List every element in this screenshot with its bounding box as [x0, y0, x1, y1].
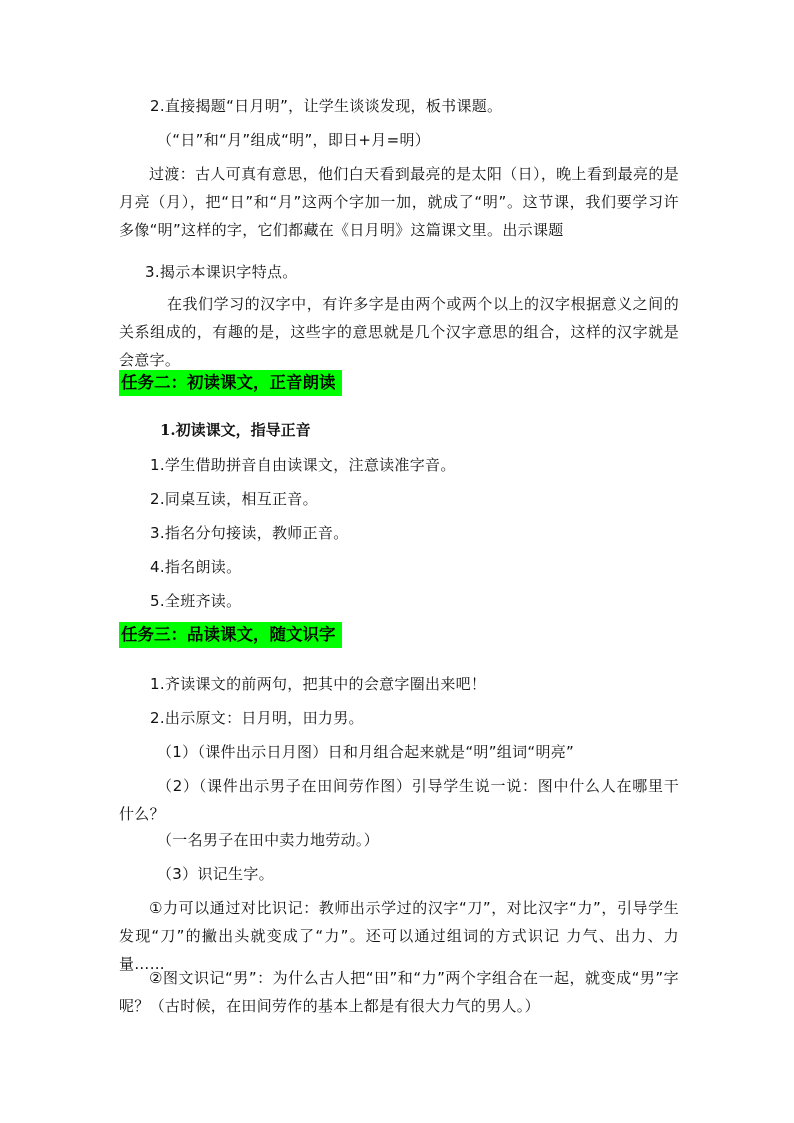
- task-2-subheading: 1.初读课文，指导正音: [160, 421, 311, 439]
- task-2-step-1: 1.学生借助拼音自由读课文，注意读准字音。: [150, 456, 456, 474]
- task-2-heading: 任务二：初读课文，正音朗读: [119, 370, 342, 396]
- task-2-step-4: 4.指名朗读。: [150, 558, 242, 576]
- compound-character-explanation: 在我们学习的汉字中，有许多字是由两个或两个以上的汉字根据意义之间的关系组成的，有趣的是，这些字的意思就是几个汉字意思的组合，这样的汉字就是会意字。: [119, 295, 679, 369]
- transition-paragraph: 过渡：古人可真有意思，他们白天看到最亮的是太阳（日），晚上看到最亮的是月亮（月），把“日”和“月”这两个字加一加，就成了“明”。这节课，我们要学习许多像“明”这样的字，它们都藏在《日月明》这篇课文里。出示课题: [119, 165, 679, 239]
- task-2-step-2: 2.同桌互读，相互正音。: [150, 490, 318, 508]
- step-3-characteristics: 3.揭示本课识字特点。: [145, 263, 298, 281]
- task-3-step-2: 2.出示原文：日月明，田力男。: [150, 709, 364, 727]
- method-1-paragraph: ①力可以通过对比识记：教师出示学过的汉字“刀”，对比汉字“力”，引导学生发现“刀”的撇出头就变成了“力”。还可以通过组词的方式识记 力气、出力、力量……: [119, 899, 679, 973]
- task-3-sub-2-answer: （一名男子在田中卖力地劳动。）: [157, 831, 380, 849]
- task-3-step-1: 1.齐读课文的前两句，把其中的会意字圈出来吧！: [150, 675, 487, 693]
- step-2-reveal-title: 2.直接揭题“日月明”，让学生谈谈发现，板书课题。: [150, 97, 503, 115]
- task-3-sub-2: （2）（课件出示男子在田间劳作图）引导学生说一说：图中什么人在哪里干什么？: [119, 777, 679, 823]
- task-3-sub-1: （1）（课件出示日月图）日和月组合起来就是“明”组词“明亮”: [157, 743, 575, 761]
- task-2-step-3: 3.指名分句接读，教师正音。: [150, 524, 349, 542]
- method-2-paragraph: ②图文识记“男”：为什么古人把“田”和“力”两个字组合在一起，就变成“男”字呢？（古时候，在田间劳作的基本上都是有很大力气的男人。）: [119, 969, 679, 1015]
- formula-note: （“日”和“月”组成“明”，即日+月=明）: [157, 131, 431, 149]
- task-2-step-5: 5.全班齐读。: [150, 592, 242, 610]
- task-3-heading: 任务三：品读课文，随文识字: [119, 622, 342, 648]
- task-3-sub-3: （3）识记生字。: [157, 865, 274, 883]
